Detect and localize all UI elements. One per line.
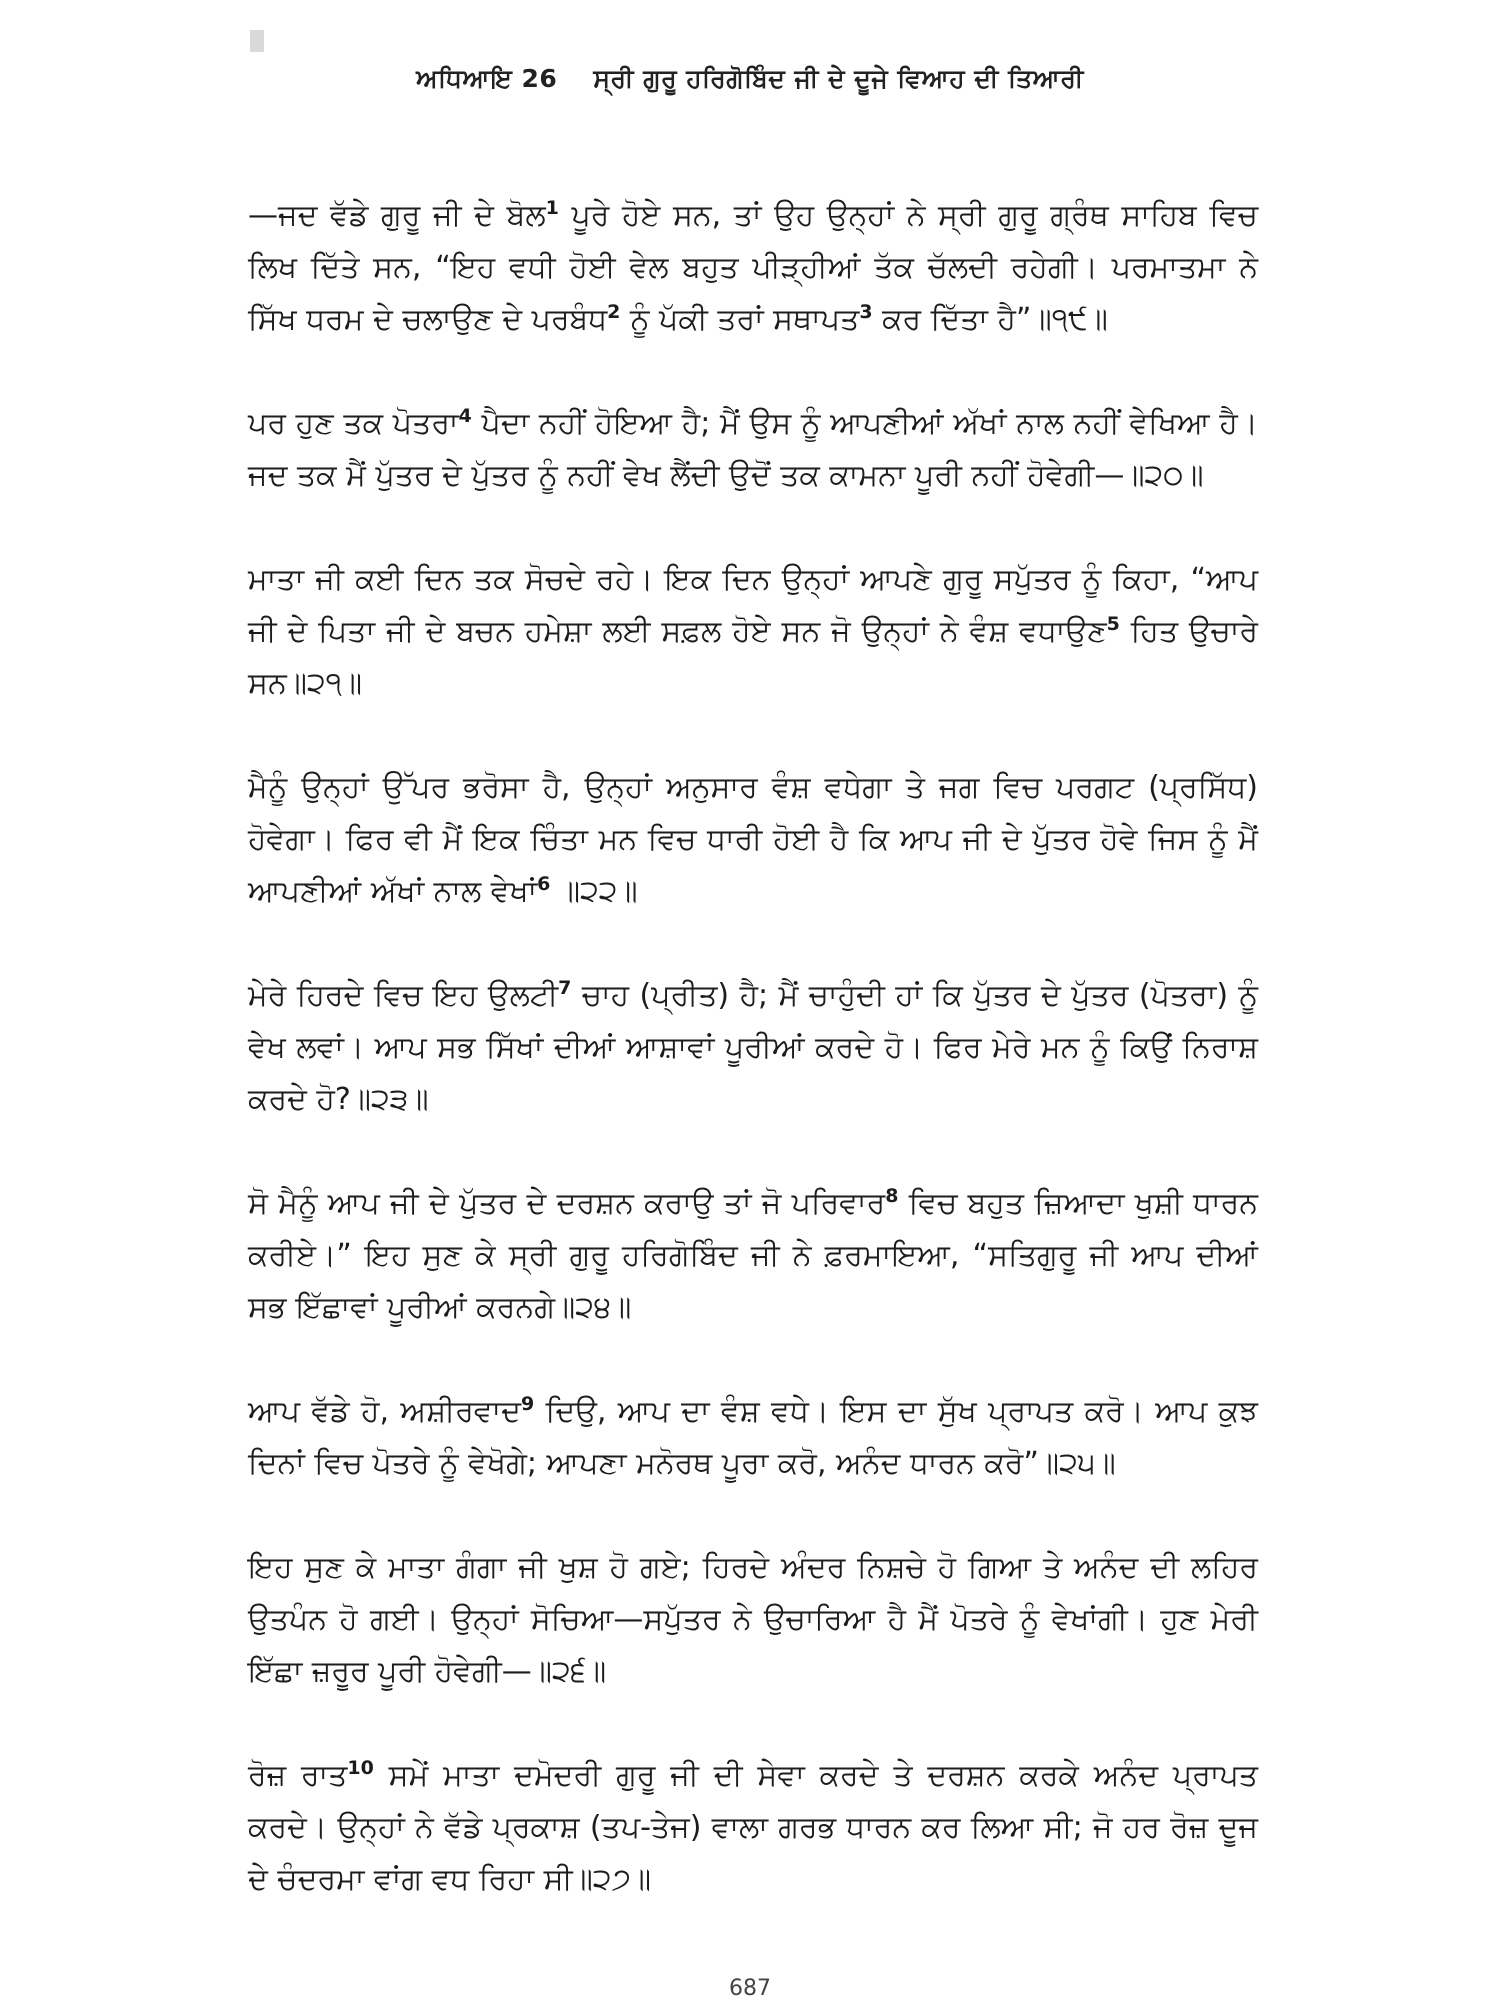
footnote-marker: 6 (537, 873, 551, 895)
paragraph (248, 1542, 1258, 1698)
body-text (248, 190, 1258, 1958)
paragraph (248, 762, 1258, 918)
paragraph-text: ਸਮੇਂ ਮਾਤਾ ਦਮੋਦਰੀ ਗੁਰੂ ਜੀ ਦੀ ਸੇਵਾ ਕਰਦੇ ਤੇ ਦਰਸ਼ਨ ਕਰਕੇ ਅਨੰਦ ਪ੍ਰਾਪਤ ਕਰਦੇ। ਉਨ੍ਹਾਂ ਨੇ ਵੱਡੇ ਪ੍ਰਕਾਸ਼ (ਤਪ-ਤੇਜ) ਵਾਲਾ ਗਰਭ ਧਾਰਨ ਕਰ ਲਿਆ ਸੀ; ਜੋ ਹਰ ਰੋਜ਼ ਦੂਜ ਦੇ ਚੰਦਰਮਾ ਵਾਂਗ ਵਧ ਰਿਹਾ ਸੀ॥੨੭॥ (248, 1758, 1258, 1897)
page-number: 687 (729, 1976, 771, 2001)
paragraph (248, 190, 1258, 346)
footnote-marker: 5 (1106, 613, 1120, 635)
paragraph (248, 1178, 1258, 1334)
paragraph-text: ਹਿਤ ਉਚਾਰੇ ਸਨ॥੨੧॥ (248, 614, 1258, 701)
paragraph-text: ਪੈਦਾ ਨਹੀਂ ਹੋਇਆ ਹੈ; ਮੈਂ ਉਸ ਨੂੰ ਆਪਣੀਆਂ ਅੱਖਾਂ ਨਾਲ ਨਹੀਂ ਵੇਖਿਆ ਹੈ। ਜਦ ਤਕ ਮੈਂ ਪੁੱਤਰ ਦੇ ਪੁੱਤਰ ਨੂੰ ਨਹੀਂ ਵੇਖ ਲੈਂਦੀ ਉਦੋਂ ਤਕ ਕਾਮਨਾ ਪੂਰੀ ਨਹੀਂ ਹੋਵੇਗੀ—॥੨੦॥ (248, 406, 1258, 493)
paragraph-text: ਰੋਜ਼ ਰਾਤ (248, 1758, 348, 1793)
paragraph-text: ਮੇਰੇ ਹਿਰਦੇ ਵਿਚ ਇਹ ਉਲਟੀ (248, 978, 559, 1013)
footnote-marker: 10 (347, 1757, 374, 1779)
paragraph-text: ਪਰ ਹੁਣ ਤਕ ਪੋਤਰਾ (248, 406, 459, 441)
paragraph-text: ਕਰ ਦਿੱਤਾ ਹੈ”॥੧੯॥ (872, 302, 1108, 337)
paragraph-text: ਨੂੰ ਪੱਕੀ ਤਰਾਂ ਸਥਾਪਤ (620, 302, 860, 337)
paragraph-text: ਆਪ ਵੱਡੇ ਹੋ, ਅਸ਼ੀਰਵਾਦ (248, 1394, 522, 1429)
paragraph-text: ਦਿਉ, ਆਪ ਦਾ ਵੰਸ਼ ਵਧੇ। ਇਸ ਦਾ ਸੁੱਖ ਪ੍ਰਾਪਤ ਕਰੋ। ਆਪ ਕੁਝ ਦਿਨਾਂ ਵਿਚ ਪੋਤਰੇ ਨੂੰ ਵੇਖੋਗੇ; ਆਪਣਾ ਮਨੋਰਥ ਪੂਰਾ ਕਰੋ, ਅਨੰਦ ਧਾਰਨ ਕਰੋ”॥੨੫॥ (248, 1394, 1258, 1481)
paragraph (248, 398, 1258, 502)
paragraph-text: ॥੨੨॥ (550, 874, 638, 909)
scan-mark (250, 30, 264, 52)
footnote-marker: 9 (521, 1393, 535, 1415)
paragraph (248, 554, 1258, 710)
paragraph-text: ਚਾਹ (ਪ੍ਰੀਤ) ਹੈ; ਮੈਂ ਚਾਹੁੰਦੀ ਹਾਂ ਕਿ ਪੁੱਤਰ ਦੇ ਪੁੱਤਰ (ਪੋਤਰਾ) ਨੂੰ ਵੇਖ ਲਵਾਂ। ਆਪ ਸਭ ਸਿੱਖਾਂ ਦੀਆਂ ਆਸ਼ਾਵਾਂ ਪੂਰੀਆਂ ਕਰਦੇ ਹੋ। ਫਿਰ ਮੇਰੇ ਮਨ ਨੂੰ ਕਿਉਂ ਨਿਰਾਸ਼ ਕਰਦੇ ਹੋ?॥੨੩॥ (248, 978, 1259, 1117)
paragraph-text: —ਜਦ ਵੱਡੇ ਗੁਰੂ ਜੀ ਦੇ ਬੋਲ (248, 198, 546, 233)
running-header (0, 64, 1500, 94)
paragraph (248, 970, 1258, 1126)
paragraph-text: ਵਿਚ ਬਹੁਤ ਜ਼ਿਆਦਾ ਖੁਸ਼ੀ ਧਾਰਨ ਕਰੀਏ।” ਇਹ ਸੁਣ ਕੇ ਸ੍ਰੀ ਗੁਰੂ ਹਰਿਗੋਬਿੰਦ ਜੀ ਨੇ ਫ਼ਰਮਾਇਆ, “ਸਤਿਗੁਰੂ ਜੀ ਆਪ ਦੀਆਂ ਸਭ ਇੱਛਾਵਾਂ ਪੂਰੀਆਂ ਕਰਨਗੇ॥੨੪॥ (248, 1186, 1258, 1325)
footnote-marker: 7 (558, 977, 572, 999)
chapter-label: ਅਧਿਆਇ 26 (416, 64, 558, 93)
paragraph-text: ਮੈਨੂੰ ਉਨ੍ਹਾਂ ਉੱਪਰ ਭਰੋਸਾ ਹੈ, ਉਨ੍ਹਾਂ ਅਨੁਸਾਰ ਵੰਸ਼ ਵਧੇਗਾ ਤੇ ਜਗ ਵਿਚ ਪਰਗਟ (ਪ੍ਰਸਿੱਧ) ਹੋਵੇਗਾ। ਫਿਰ ਵੀ ਮੈਂ ਇਕ ਚਿੰਤਾ ਮਨ ਵਿਚ ਧਾਰੀ ਹੋਈ ਹੈ ਕਿ ਆਪ ਜੀ ਦੇ ਪੁੱਤਰ ਹੋਵੇ ਜਿਸ ਨੂੰ ਮੈਂ ਆਪਣੀਆਂ ਅੱਖਾਂ ਨਾਲ ਵੇਖਾਂ (248, 770, 1258, 909)
paragraph-text: ਪੂਰੇ ਹੋਏ ਸਨ, ਤਾਂ ਉਹ ਉਨ੍ਹਾਂ ਨੇ ਸ੍ਰੀ ਗੁਰੂ ਗ੍ਰੰਥ ਸਾਹਿਬ ਵਿਚ ਲਿਖ ਦਿੱਤੇ ਸਨ, “ਇਹ ਵਧੀ ਹੋਈ ਵੇਲ ਬਹੁਤ ਪੀੜ੍ਹੀਆਂ ਤੱਕ ਚੱਲਦੀ ਰਹੇਗੀ। ਪਰਮਾਤਮਾ ਨੇ ਸਿੱਖ ਧਰਮ ਦੇ ਚਲਾਉਣ ਦੇ ਪਰਬੰਧ (248, 198, 1258, 337)
paragraph-text: ਇਹ ਸੁਣ ਕੇ ਮਾਤਾ ਗੰਗਾ ਜੀ ਖੁਸ਼ ਹੋ ਗਏ; ਹਿਰਦੇ ਅੰਦਰ ਨਿਸ਼ਚੇ ਹੋ ਗਿਆ ਤੇ ਅਨੰਦ ਦੀ ਲਹਿਰ ਉਤਪੰਨ ਹੋ ਗਈ। ਉਨ੍ਹਾਂ ਸੋਚਿਆ—ਸਪੁੱਤਰ ਨੇ ਉਚਾਰਿਆ ਹੈ ਮੈਂ ਪੋਤਰੇ ਨੂੰ ਵੇਖਾਂਗੀ। ਹੁਣ ਮੇਰੀ ਇੱਛਾ ਜ਼ਰੂਰ ਪੂਰੀ ਹੋਵੇਗੀ—॥੨੬॥ (248, 1550, 1258, 1689)
footnote-marker: 1 (545, 197, 559, 219)
chapter-title: ਸ੍ਰੀ ਗੁਰੂ ਹਰਿਗੋਬਿੰਦ ਜੀ ਦੇ ਦੂਜੇ ਵਿਆਹ ਦੀ ਤਿਆਰੀ (593, 64, 1084, 93)
paragraph-text: ਸੋ ਮੈਨੂੰ ਆਪ ਜੀ ਦੇ ਪੁੱਤਰ ਦੇ ਦਰਸ਼ਨ ਕਰਾਉ ਤਾਂ ਜੋ ਪਰਿਵਾਰ (248, 1186, 886, 1221)
footnote-marker: 2 (607, 301, 621, 323)
paragraph (248, 1386, 1258, 1490)
footnote-marker: 8 (885, 1185, 899, 1207)
paragraph (248, 1750, 1258, 1906)
footnote-marker: 4 (458, 405, 472, 427)
paragraph-text: ਮਾਤਾ ਜੀ ਕਈ ਦਿਨ ਤਕ ਸੋਚਦੇ ਰਹੇ। ਇਕ ਦਿਨ ਉਨ੍ਹਾਂ ਆਪਣੇ ਗੁਰੂ ਸਪੁੱਤਰ ਨੂੰ ਕਿਹਾ, “ਆਪ ਜੀ ਦੇ ਪਿਤਾ ਜੀ ਦੇ ਬਚਨ ਹਮੇਸ਼ਾ ਲਈ ਸਫ਼ਲ ਹੋਏ ਸਨ ਜੋ ਉਨ੍ਹਾਂ ਨੇ ਵੰਸ਼ ਵਧਾਉਣ (248, 562, 1258, 649)
footnote-marker: 3 (859, 301, 873, 323)
